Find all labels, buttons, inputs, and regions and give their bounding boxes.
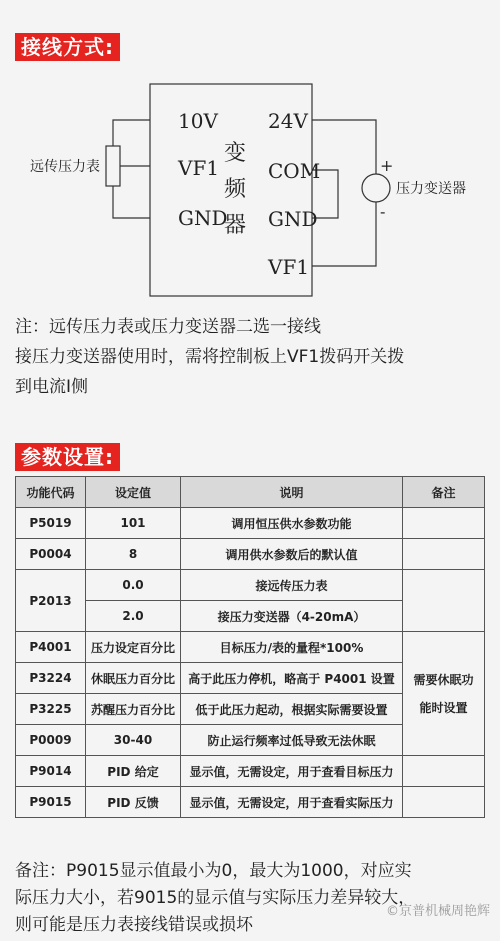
inverter-char-2: 频 (224, 177, 247, 202)
cell-code: P9015 (16, 787, 86, 818)
cell-remark (403, 539, 485, 570)
cell-value: PID 反馈 (86, 787, 181, 818)
cell-remark (403, 756, 485, 787)
minus-sign: - (380, 202, 386, 221)
cell-desc: 调用供水参数后的默认值 (181, 539, 403, 570)
table-row (16, 787, 485, 818)
plus-sign: + (380, 156, 394, 175)
note-line-2: 接压力变送器使用时，需将控制板上VF1拨码开关拨 (15, 347, 405, 367)
cell-desc: 显示值，无需设定，用于查看目标压力 (181, 756, 403, 787)
cell-remark (403, 508, 485, 539)
terminal-com: COM (268, 159, 321, 183)
cell-value: PID 给定 (86, 756, 181, 787)
gauge-label: 远传压力表 (30, 159, 100, 175)
terminal-vf1-left: VF1 (178, 156, 220, 180)
transmitter-circle (362, 174, 390, 202)
cell-value: 2.0 (86, 601, 181, 632)
bottom-note-line-3: 则可能是压力表接线错误或损坏 (15, 915, 253, 935)
cell-desc: 目标压力/表的量程*100% (181, 632, 403, 663)
bottom-note-line-2: 际压力大小，若9015的显示值与实际压力差异较大， (15, 888, 416, 908)
cell-value: 8 (86, 539, 181, 570)
parameter-table (15, 476, 485, 818)
cell-value: 休眠压力百分比 (86, 663, 181, 694)
bottom-note-line-1: 备注：P9015显示值最小为0，最大为1000，对应实 (15, 861, 412, 881)
cell-desc: 接压力变送器（4-20mA） (181, 601, 403, 632)
cell-code: P0004 (16, 539, 86, 570)
table-row (16, 756, 485, 787)
header-value: 设定值 (86, 477, 181, 508)
header-remark: 备注 (403, 477, 485, 508)
inverter-char-3: 器 (224, 213, 247, 238)
remark-line-2: 能时设置 (419, 700, 468, 715)
watermark: ©京普机械周艳辉 (385, 904, 490, 919)
transmitter-label: 压力变送器 (396, 181, 466, 197)
terminal-gnd-left: GND (178, 206, 228, 230)
section-title-wiring: 接线方式: (15, 33, 120, 61)
note-line-3: 到电流I侧 (15, 377, 89, 397)
cell-value: 101 (86, 508, 181, 539)
cell-desc: 显示值，无需设定，用于查看实际压力 (181, 787, 403, 818)
cell-value: 30-40 (86, 725, 181, 756)
table-header-row (16, 477, 485, 508)
cell-code: P3224 (16, 663, 86, 694)
cell-remark (403, 787, 485, 818)
cell-remark-sleep (403, 632, 485, 756)
cell-code: P0009 (16, 725, 86, 756)
terminal-10v: 10V (178, 109, 218, 133)
table-row (16, 508, 485, 539)
note-line-1: 注：远传压力表或压力变送器二选一接线 (15, 317, 321, 337)
cell-code: P3225 (16, 694, 86, 725)
section-title-params: 参数设置: (15, 443, 120, 471)
header-desc: 说明 (181, 477, 403, 508)
cell-code: P5019 (16, 508, 86, 539)
remark-line-1: 需要休眠功 (413, 672, 474, 687)
table-row (16, 570, 485, 601)
cell-value: 0.0 (86, 570, 181, 601)
gauge-resistor (106, 146, 120, 186)
header-code: 功能代码 (16, 477, 86, 508)
cell-value: 苏醒压力百分比 (86, 694, 181, 725)
wiring-diagram (0, 60, 500, 310)
cell-desc: 低于此压力起动，根据实际需要设置 (181, 694, 403, 725)
terminal-vf1-right: VF1 (268, 255, 310, 279)
cell-code: P4001 (16, 632, 86, 663)
table-row (16, 632, 485, 663)
table-row (16, 539, 485, 570)
cell-desc: 防止运行频率过低导致无法休眠 (181, 725, 403, 756)
bottom-note (15, 858, 485, 939)
cell-desc: 接远传压力表 (181, 570, 403, 601)
terminal-gnd-right: GND (268, 207, 318, 231)
cell-desc: 调用恒压供水参数功能 (181, 508, 403, 539)
inverter-char-1: 变 (224, 141, 247, 166)
cell-value: 压力设定百分比 (86, 632, 181, 663)
cell-code: P2013 (16, 570, 86, 632)
cell-code: P9014 (16, 756, 86, 787)
terminal-24v: 24V (268, 109, 308, 133)
cell-remark (403, 570, 485, 632)
cell-desc: 高于此压力停机，略高于 P4001 设置 (181, 663, 403, 694)
